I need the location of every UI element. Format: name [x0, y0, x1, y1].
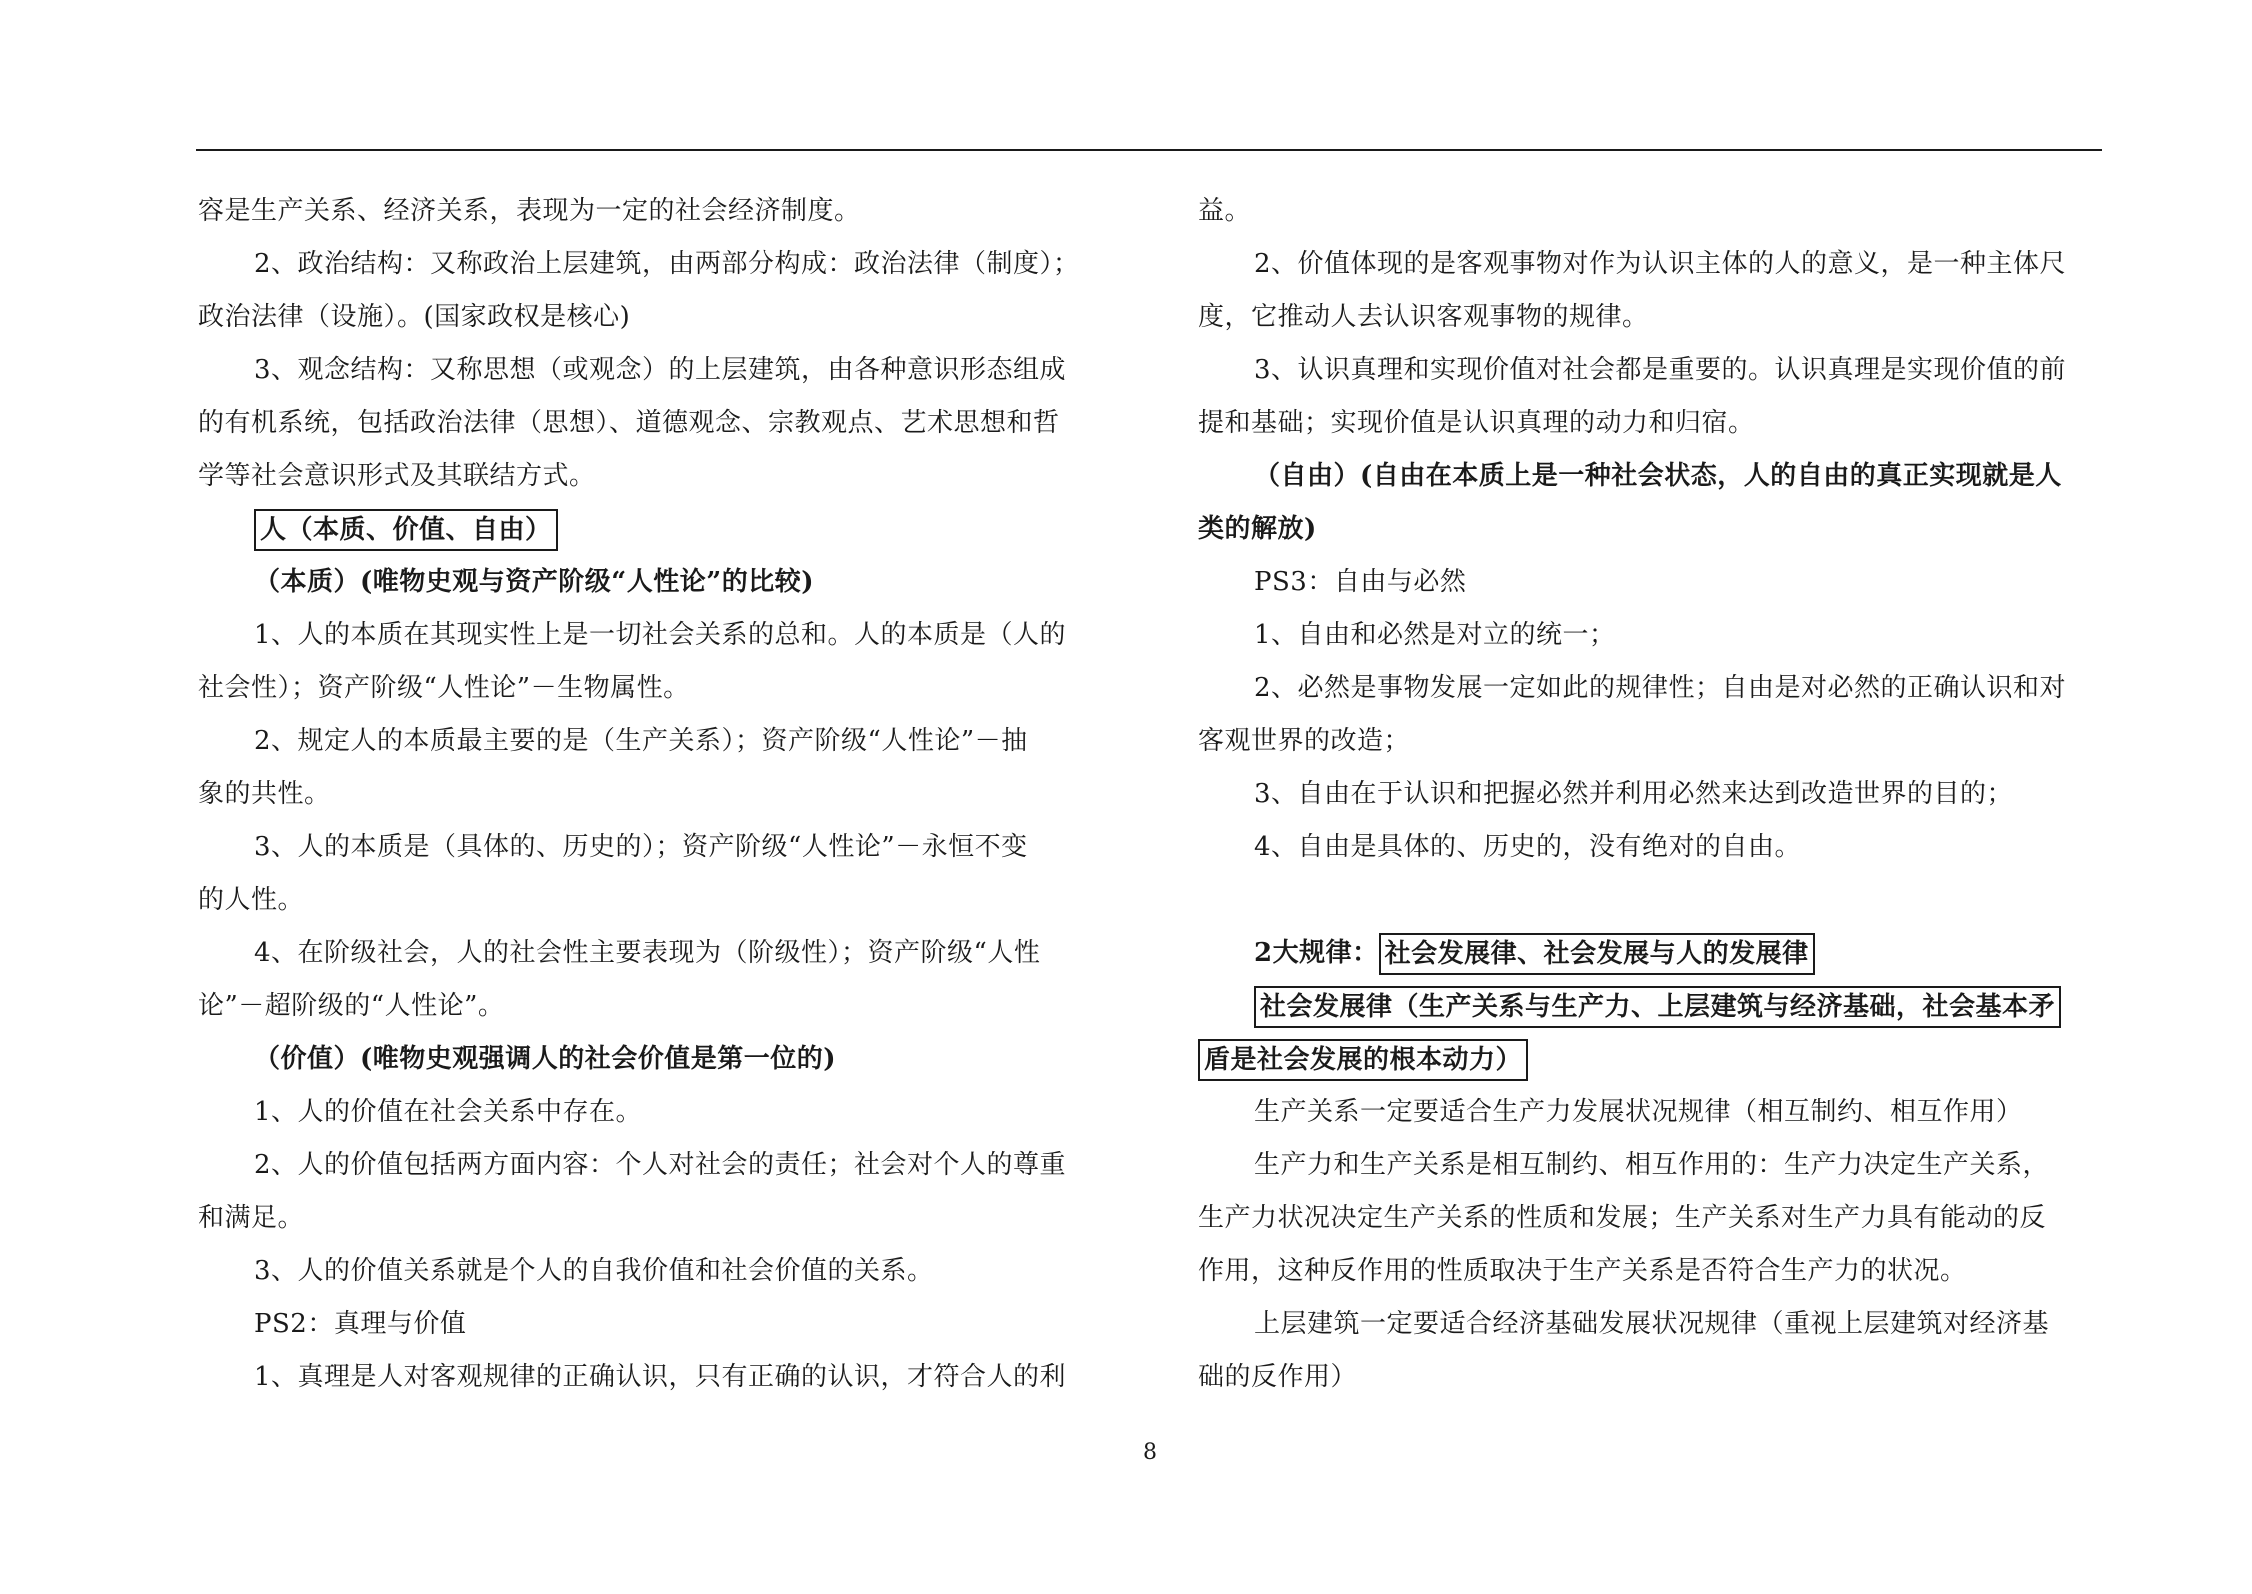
text-line: 1、人的价值在社会关系中存在。	[254, 1097, 643, 1127]
text-line: 象的共性。	[198, 779, 331, 809]
text-line: 容是生产关系、经济关系，表现为一定的社会经济制度。	[198, 196, 861, 226]
text-line: 3、自由在于认识和把握必然并利用必然来达到改造世界的目的；	[1254, 779, 2014, 809]
left-column	[198, 185, 1108, 1404]
boxed-heading-line	[1198, 980, 2108, 1033]
text-line: 3、人的价值关系就是个人的自我价值和社会价值的关系。	[254, 1256, 934, 1286]
subsection-heading-continued: 类的解放)	[1198, 514, 1317, 544]
text-line: 上层建筑一定要适合经济基础发展状况规律（重视上层建筑对经济基	[1254, 1309, 2050, 1339]
text-line: 的人性。	[198, 885, 305, 915]
boxed-heading-line	[1198, 1033, 2108, 1086]
text-line: 4、自由是具体的、历史的，没有绝对的自由。	[1254, 832, 1802, 862]
text-line: 础的反作用）	[1198, 1362, 1358, 1392]
text-line: 2、规定人的本质最主要的是（生产关系）；资产阶级“人性论”－抽	[254, 726, 1028, 756]
text-line: 生产力状况决定生产关系的性质和发展；生产关系对生产力具有能动的反	[1198, 1203, 2047, 1233]
boxed-subsection-heading-continued: 盾是社会发展的根本动力）	[1198, 1039, 1528, 1081]
text-line: 和满足。	[198, 1203, 305, 1233]
boxed-subsection-heading: 社会发展律（生产关系与生产力、上层建筑与经济基础，社会基本矛	[1254, 986, 2061, 1028]
section-prefix: 2大规律：	[1254, 938, 1379, 968]
text-line: 作用，这种反作用的性质取决于生产关系是否符合生产力的状况。	[1198, 1256, 1967, 1286]
text-line: 1、人的本质在其现实性上是一切社会关系的总和。人的本质是（人的	[254, 620, 1067, 650]
text-line: 生产关系一定要适合生产力发展状况规律（相互制约、相互作用）	[1254, 1097, 2023, 1127]
right-column	[1198, 185, 2108, 1404]
text-line: 3、观念结构：又称思想（或观念）的上层建筑，由各种意识形态组成	[254, 355, 1067, 385]
text-line: 2、必然是事物发展一定如此的规律性；自由是对必然的正确认识和对	[1254, 673, 2067, 703]
section-heading-line	[198, 503, 1108, 556]
text-line: 1、真理是人对客观规律的正确认识，只有正确的认识，才符合人的利	[254, 1362, 1067, 1392]
text-line: 的有机系统，包括政治法律（思想）、道德观念、宗教观点、艺术思想和哲	[198, 408, 1060, 438]
section-heading-line	[1198, 927, 2108, 980]
text-line: 2、人的价值包括两方面内容：个人对社会的责任；社会对个人的尊重	[254, 1150, 1067, 1180]
text-line: 2、价值体现的是客观事物对作为认识主体的人的意义，是一种主体尺	[1254, 249, 2067, 279]
text-line: 政治法律（设施）。(国家政权是核心)	[198, 302, 631, 332]
text-line: 度，它推动人去认识客观事物的规律。	[1198, 302, 1649, 332]
subsection-heading: （自由）(自由在本质上是一种社会状态，人的自由的真正实现就是人	[1254, 461, 2062, 491]
text-line: 论”－超阶级的“人性论”。	[198, 991, 505, 1021]
text-line: 3、人的本质是（具体的、历史的）；资产阶级“人性论”－永恒不变	[254, 832, 1028, 862]
boxed-section-heading: 人（本质、价值、自由）	[254, 509, 558, 551]
subsection-heading: （价值）(唯物史观强调人的社会价值是第一位的)	[254, 1044, 837, 1074]
ps-heading: PS2：真理与价值	[254, 1309, 467, 1339]
header-rule	[196, 149, 2102, 151]
text-line: 社会性）；资产阶级“人性论”－生物属性。	[198, 673, 690, 703]
text-line: 益。	[1198, 196, 1252, 226]
blank-line	[1198, 874, 2108, 927]
subsection-heading: （本质）(唯物史观与资产阶级“人性论”的比较)	[254, 567, 815, 597]
text-line: 生产力和生产关系是相互制约、相互作用的：生产力决定生产关系，	[1254, 1150, 2050, 1180]
text-line: 2、政治结构：又称政治上层建筑，由两部分构成：政治法律（制度）；	[254, 249, 1080, 279]
text-line: 4、在阶级社会，人的社会性主要表现为（阶级性）；资产阶级“人性	[254, 938, 1041, 968]
text-line: 3、认识真理和实现价值对社会都是重要的。认识真理是实现价值的前	[1254, 355, 2067, 385]
text-line: 1、自由和必然是对立的统一；	[1254, 620, 1616, 650]
boxed-section-heading: 社会发展律、社会发展与人的发展律	[1379, 933, 1815, 975]
ps-heading: PS3：自由与必然	[1254, 567, 1467, 597]
text-line: 客观世界的改造；	[1198, 726, 1411, 756]
text-line: 学等社会意识形式及其联结方式。	[198, 461, 596, 491]
text-line: 提和基础；实现价值是认识真理的动力和归宿。	[1198, 408, 1755, 438]
page-number: 8	[1143, 1440, 1157, 1465]
